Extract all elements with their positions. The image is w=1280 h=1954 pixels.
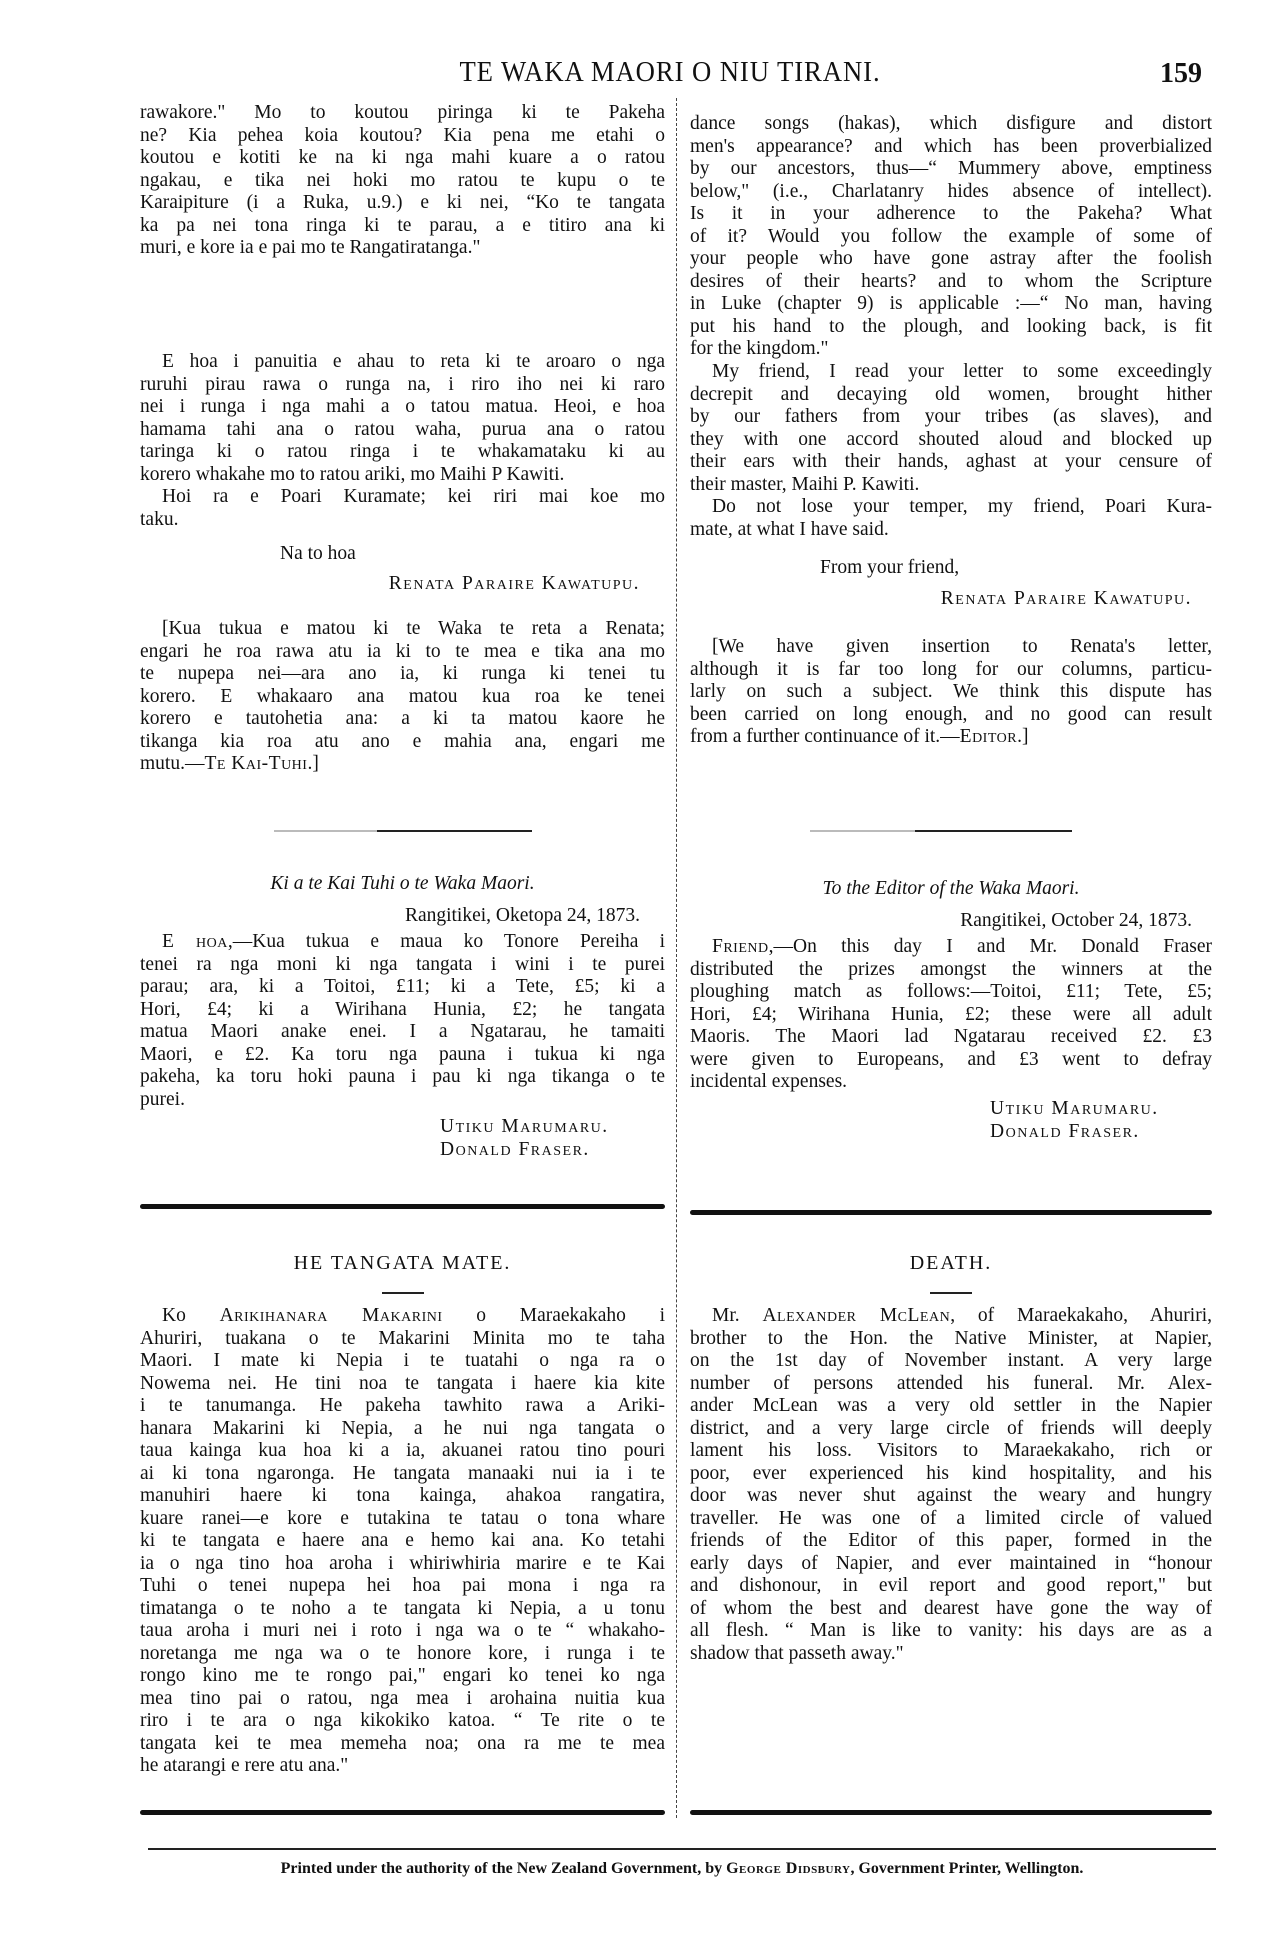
column-divider bbox=[676, 98, 677, 1818]
masthead-title: TE WAKA MAORI O NIU TIRANI. bbox=[459, 56, 881, 88]
text-line: Hori, £4; Wirihana Hunia, £2; these were all adult bbox=[690, 1003, 1212, 1025]
text-line: larly on such a subject. We think this dispute has bbox=[690, 681, 1212, 702]
text-line: [Kua tukua e matou ki te Waka te reta a Renata; bbox=[162, 618, 665, 639]
heading-rule bbox=[930, 1292, 972, 1294]
text-line: their ears with their hands, aghast at your censure of bbox=[690, 451, 1212, 472]
text-line: noretanga me nga wa o te honore kore, i runga i te bbox=[140, 1642, 665, 1664]
text-line: My friend, I read your letter to some exceedingly bbox=[712, 361, 1212, 382]
text-line: door was never shut against the weary and hungry bbox=[690, 1485, 1212, 1506]
letter-closing: From your friend, bbox=[820, 557, 960, 578]
text-line: rawakore." Mo to koutou piringa ki te Pakeha bbox=[140, 102, 665, 123]
text-line: of it? Would you follow the example of some of bbox=[690, 225, 1212, 247]
right-column bbox=[690, 0, 1212, 1954]
obituary-body bbox=[690, 1305, 1212, 1665]
text-line: their master, Maihi P. Kawiti. bbox=[690, 473, 920, 495]
text-line: by our ancestors, thus—“ Mummery above, emptiness bbox=[690, 158, 1212, 179]
text-line: ruruhi pirau rawa o runga na, i riro iho nei ki raro bbox=[140, 373, 665, 395]
article-paragraph bbox=[690, 496, 1212, 541]
letter-body bbox=[690, 936, 1212, 1094]
text-line: parau; ara, ki a Toitoi, £11; ki a Tete, £5; ki a bbox=[140, 976, 665, 997]
article-paragraph bbox=[690, 113, 1212, 361]
text-segment: mutu.— bbox=[140, 753, 205, 774]
page-number: 159 bbox=[1160, 58, 1202, 89]
text-line: te nupepa nei—ara ano ia, ki runga ki tenei tu bbox=[140, 663, 665, 684]
section-rule-thick bbox=[690, 1210, 1212, 1215]
text-line: ploughing match as follows:—Toitoi, £11; Tete, £5; bbox=[690, 981, 1212, 1002]
imprint-printer-name: George Didsbury bbox=[726, 1860, 851, 1877]
article-paragraph bbox=[140, 486, 665, 531]
text-line: Is it in your adherence to the Pakeha? What bbox=[690, 203, 1212, 224]
section-rule-thick bbox=[140, 1204, 665, 1209]
text-line: number of persons attended his funeral. Mr. Alex- bbox=[690, 1372, 1212, 1394]
text-line: ne? Kia pehea koia koutou? Kia pena me etahi o bbox=[140, 124, 665, 146]
letter-closing: Na to hoa bbox=[280, 543, 356, 564]
text-line bbox=[140, 931, 665, 954]
text-line: E hoa i panuitia e ahau to reta ki te aroaro o nga bbox=[162, 351, 665, 372]
letter-heading: To the Editor of the Waka Maori. bbox=[822, 878, 1080, 899]
small-caps-text: Editor bbox=[959, 726, 1018, 747]
text-line: pakeha, ka toru hoki pauna i pau ki nga tikanga o te bbox=[140, 1066, 665, 1087]
text-line: ki te tangata e haere ana e hemo kai ana. Ko tetahi bbox=[140, 1530, 665, 1551]
text-line: ander McLean was a very old settler in the Napier bbox=[690, 1395, 1212, 1416]
text-line: ai ki tona ngaronga. He tangata manaaki nui ia i te bbox=[140, 1462, 665, 1484]
text-line: ngakau, e tika nei hoki mo ratou te kupu o te bbox=[140, 169, 665, 191]
text-line: by our fathers from your tribes (as slaves), and bbox=[690, 406, 1212, 427]
text-line: dance songs (hakas), which disfigure and distort bbox=[690, 113, 1212, 134]
imprint-text: , Government Printer, Wellington. bbox=[850, 1860, 1084, 1877]
text-line: Maori. I mate ki Nepia i te tuatahi o nga ra o bbox=[140, 1350, 665, 1371]
heading-rule bbox=[382, 1292, 424, 1294]
text-line: below," (i.e., Charlatanry hides absence of intellect). bbox=[690, 180, 1212, 202]
text-line: tangata kei te mea memeha noa; ona ra me te mea bbox=[140, 1732, 665, 1754]
footer-rule bbox=[148, 1848, 1216, 1850]
text-line: poor, ever experienced his kind hospitality, and his bbox=[690, 1462, 1212, 1484]
text-line: matua Maori anake enei. I a Ngatarau, he tamaiti bbox=[140, 1021, 665, 1042]
text-line: koutou e kotiti ke na ki nga mahi kuare a o ratou bbox=[140, 147, 665, 168]
text-line bbox=[140, 1305, 665, 1328]
letter-signature: Utiku Marumaru. bbox=[990, 1098, 1159, 1119]
text-line: korero whakahe mo to ratou ariki, mo Maihi P Kawiti. bbox=[140, 463, 565, 485]
text-line: were given to Europeans, and £3 went to defray bbox=[690, 1048, 1212, 1070]
printer-imprint bbox=[148, 1860, 1216, 1878]
text-line: Maori, e £2. Ka toru nga pauna i tukua ki nga bbox=[140, 1043, 665, 1065]
text-line: in Luke (chapter 9) is applicable :—“ No man, having bbox=[690, 293, 1212, 314]
text-line: decrepit and decaying old women, brought hither bbox=[690, 383, 1212, 405]
letter-signature: Utiku Marumaru. bbox=[440, 1116, 609, 1137]
text-line: Maoris. The Maori lad Ngatarau received £2. £3 bbox=[690, 1026, 1212, 1047]
text-line: tenei ra nga moni ki nga tangata i wini i te purei bbox=[140, 953, 665, 975]
text-line: Do not lose your temper, my friend, Poari Kura- bbox=[712, 496, 1212, 517]
text-line: manuhiri haere ki tona kainga, ahakoa rangatira, bbox=[140, 1485, 665, 1506]
text-line: purei. bbox=[140, 1088, 185, 1110]
text-line: muri, e kore ia e pai mo te Rangatiratanga." bbox=[140, 237, 481, 258]
text-line: mea tino pai o ratou, nga mea i arohaina nuitia kua bbox=[140, 1687, 665, 1709]
editor-note bbox=[690, 636, 1212, 749]
text-line bbox=[690, 936, 1212, 959]
text-line: Hoi ra e Poari Kuramate; kei riri mai koe mo bbox=[162, 486, 665, 507]
text-line: taua kainga kua hoa ki a ia, akuanei ratou tino pouri bbox=[140, 1440, 665, 1461]
text-line: shadow that passeth away." bbox=[690, 1642, 904, 1664]
letter-dateline: Rangitikei, Oketopa 24, 1873. bbox=[404, 905, 640, 926]
small-caps-text: Alexander McLean bbox=[762, 1305, 951, 1326]
text-line: been carried on long enough, and no good can result bbox=[690, 703, 1212, 725]
article-paragraph bbox=[690, 361, 1212, 496]
letter-signature: Renata Paraire Kawatupu. bbox=[388, 573, 640, 594]
section-heading: DEATH. bbox=[909, 1252, 993, 1274]
text-line: engari he roa rawa atu ia ki to te mea e tika ana mo bbox=[140, 640, 665, 662]
text-line: Karaipiture (i a Ruka, u.9.) e ki nei, “Ko te tangata bbox=[140, 192, 665, 213]
small-caps-text: E hoa bbox=[162, 931, 228, 952]
text-line: brother to the Hon. the Native Minister, at Napier, bbox=[690, 1327, 1212, 1349]
text-line: rongo kino me te rongo pai," engari ko tenei ko nga bbox=[140, 1665, 665, 1686]
text-line: hamama tahi ana o ratou waha, purua ana o ratou bbox=[140, 418, 665, 440]
text-line: Hori, £4; ki a Wirihana Hunia, £2; he tangata bbox=[140, 998, 665, 1020]
text-line: traveller. He was one of a limited circle of valued bbox=[690, 1507, 1212, 1529]
text-line: lament his loss. Visitors to Maraekakaho, rich or bbox=[690, 1440, 1212, 1461]
letter-signature: Renata Paraire Kawatupu. bbox=[940, 588, 1192, 609]
text-line: Ahuriri, tuakana o te Makarini Minita mo te taha bbox=[140, 1327, 665, 1349]
text-line: although it is far too long for our columns, particu- bbox=[690, 658, 1212, 680]
section-rule-thick bbox=[140, 1810, 665, 1815]
imprint-text: Printed under the authority of the New Zealand Government, by bbox=[280, 1860, 727, 1877]
letter-signature: Donald Fraser. bbox=[990, 1121, 1140, 1142]
article-paragraph bbox=[140, 102, 665, 260]
text-line: korero e tautohetia ana: a ki ta matou kaore he bbox=[140, 708, 665, 729]
text-line: put his hand to the plough, and looking back, is fit bbox=[690, 315, 1212, 337]
letter-signature: Donald Fraser. bbox=[440, 1139, 590, 1160]
text-line: korero. E whakaaro ana matou kua roa ke tenei bbox=[140, 685, 665, 707]
text-line: riro i te ara o nga kikokiko katoa. “ Te rite o te bbox=[140, 1710, 665, 1731]
text-line: friends of the Editor of this paper, formed in the bbox=[690, 1530, 1212, 1551]
letter-dateline: Rangitikei, October 24, 1873. bbox=[960, 910, 1192, 931]
text-line bbox=[140, 753, 665, 776]
text-line bbox=[690, 726, 1212, 749]
text-line: Tuhi o tenei nupepa hei hoa pai mona i nga ra bbox=[140, 1575, 665, 1596]
text-line: hanara Makarini ki Nepia, a he nui nga tangata o bbox=[140, 1417, 665, 1439]
section-rule-thick bbox=[690, 1810, 1212, 1815]
text-segment: ,—Kua tukua e maua ko Tonore Pereiha i bbox=[227, 931, 665, 952]
text-line: distributed the prizes amongst the winners at the bbox=[690, 958, 1212, 980]
text-line: and dishonour, in evil report and good report," but bbox=[690, 1575, 1212, 1596]
text-segment: .] bbox=[1017, 726, 1029, 747]
text-line: taku. bbox=[140, 508, 179, 530]
text-line: taringa ki o ratou ringa i te whakamataku ki au bbox=[140, 441, 665, 462]
text-line: nei i runga i nga mahi a o tatou matua. Heoi, e hoa bbox=[140, 396, 665, 417]
text-segment: Mr. bbox=[712, 1305, 763, 1326]
article-paragraph bbox=[140, 351, 665, 486]
text-line: Nowema nei. He tini noa te tangata i haere kia kite bbox=[140, 1372, 665, 1394]
text-line: ka pa nei tona ringa ki te parau, a e titiro ana ki bbox=[140, 214, 665, 236]
left-column bbox=[140, 0, 665, 1954]
letter-body bbox=[140, 931, 665, 1111]
small-caps-text: Arikihanara Makarini bbox=[219, 1305, 443, 1326]
text-segment: , of Maraekakaho, Ahuriri, bbox=[950, 1305, 1212, 1326]
section-rule bbox=[810, 830, 1072, 832]
text-line bbox=[690, 1305, 1212, 1328]
text-line: i te tanumanga. He pakeha tawhito rawa a Ariki- bbox=[140, 1395, 665, 1416]
text-line: early days of Napier, and ever maintained in “honour bbox=[690, 1552, 1212, 1574]
text-line: mate, at what I have said. bbox=[690, 518, 889, 540]
small-caps-text: Te Kai-Tuhi bbox=[204, 753, 308, 774]
letter-heading: Ki a te Kai Tuhi o te Waka Maori. bbox=[270, 873, 535, 894]
text-line: all flesh. “ Man is like to vanity: his days are as a bbox=[690, 1620, 1212, 1641]
small-caps-text: Friend bbox=[712, 936, 769, 957]
text-line: men's appearance? and which has been proverbialized bbox=[690, 135, 1212, 157]
text-line: [We have given insertion to Renata's letter, bbox=[712, 636, 1212, 657]
text-line: incidental expenses. bbox=[690, 1071, 848, 1092]
section-heading: HE TANGATA MATE. bbox=[293, 1252, 512, 1274]
text-line: taua aroha i muri nei i roto i nga wa o te “ whakaho- bbox=[140, 1620, 665, 1641]
obituary-body bbox=[140, 1305, 665, 1778]
text-segment: Ko bbox=[162, 1305, 220, 1326]
text-line: tikanga kia roa atu ano e mahia ana, engari me bbox=[140, 730, 665, 752]
text-line: they with one accord shouted aloud and blocked up bbox=[690, 428, 1212, 450]
text-line: on the 1st day of November instant. A very large bbox=[690, 1350, 1212, 1371]
text-line: ia o nga tino hoa aroha i whiriwhiria marire e te Kai bbox=[140, 1552, 665, 1574]
text-line: of whom the best and dearest have gone the way of bbox=[690, 1597, 1212, 1619]
text-line: timatanga o te noho a te tangata ki Nepia, a u tonu bbox=[140, 1597, 665, 1619]
text-line: your people who have gone astray after the foolish bbox=[690, 248, 1212, 269]
text-line: district, and a very large circle of friends will deeply bbox=[690, 1417, 1212, 1439]
text-segment: ,—On this day I and Mr. Donald Fraser bbox=[768, 936, 1212, 957]
text-segment: .] bbox=[307, 753, 319, 774]
text-line: he atarangi e rere atu ana." bbox=[140, 1755, 349, 1776]
editor-note bbox=[140, 618, 665, 776]
text-segment: from a further continuance of it.— bbox=[690, 726, 960, 747]
section-rule bbox=[274, 830, 532, 832]
text-line: kuare ranei—e kore e tutakina te tatau o tona whare bbox=[140, 1507, 665, 1529]
text-line: for the kingdom." bbox=[690, 338, 829, 359]
text-line: desires of their hearts? and to whom the Scripture bbox=[690, 270, 1212, 292]
text-segment: o Maraekakaho i bbox=[442, 1305, 665, 1326]
